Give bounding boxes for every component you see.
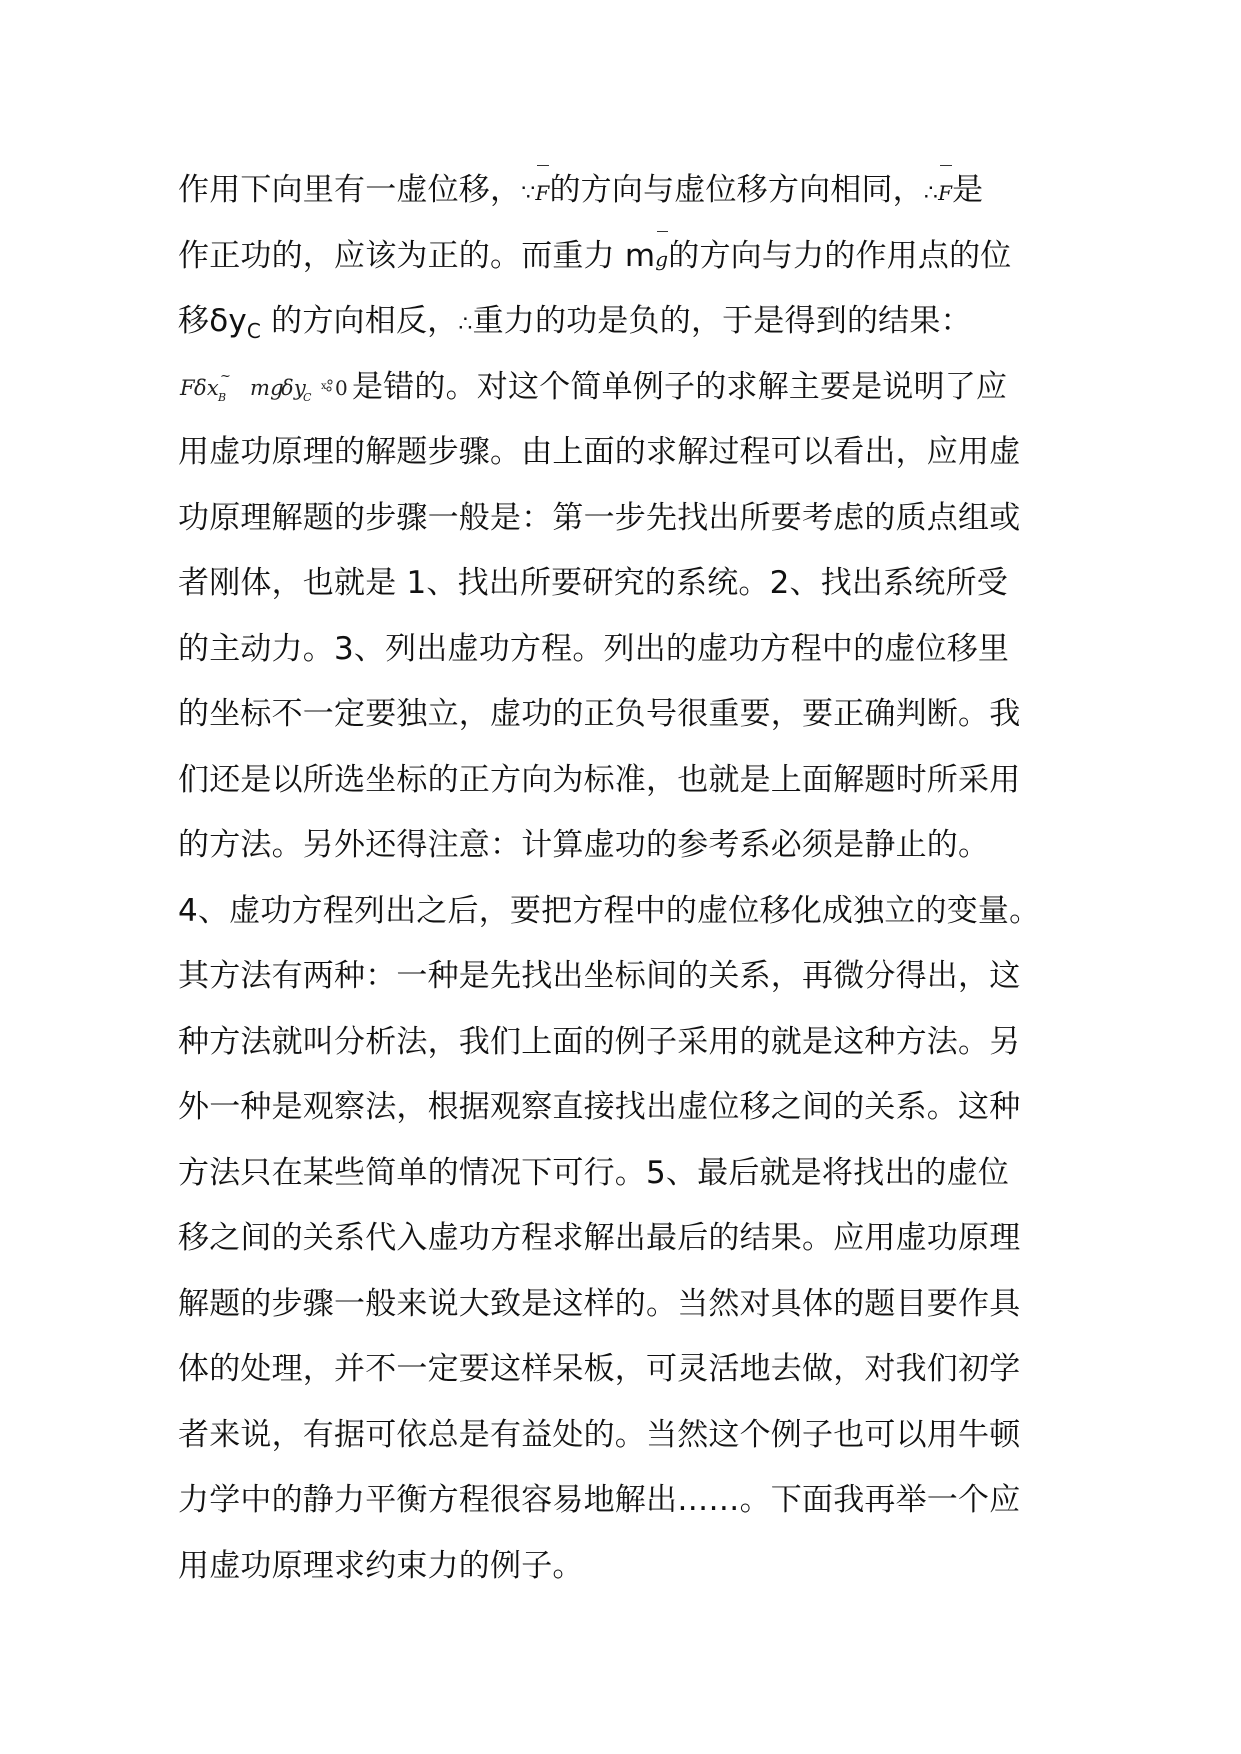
text-line-13: 其方法有两种：一种是先找出坐标间的关系，再微分得出，这 (178, 958, 1021, 994)
text-line-16: 方法只在某些简单的情况下可行。5、最后就是将找出的虚位 (178, 1154, 1010, 1191)
because-symbol: ∵ (521, 181, 536, 206)
text-line-6: 功原理解题的步骤一般是：第一步先找出所要考虑的质点组或 (178, 499, 1021, 536)
text-line-18: 解题的步骤一般来说大致是这样的。当然对具体的题目要作具 (178, 1285, 1021, 1322)
text-line-17: 移之间的关系代入虚功方程求解出最后的结果。应用虚功原理 (178, 1220, 1021, 1256)
text-line-4: F δx B ~ mg δy C x 0 是错的。对这个简单例子的求解主要是说明了应 (178, 355, 1078, 421)
text-line-5: 用虚功原理的解题步骤。由上面的求解过程可以看出，应用虚 (178, 434, 1021, 470)
eq-x: x (321, 381, 327, 392)
equation-graphic (178, 368, 350, 408)
eq-circle-top (328, 380, 332, 384)
text-line-3: 移$\delta y_C$ 的方向相反，∴重力的功是负的，于是得到的结果： (178, 303, 972, 344)
eq-B: B (218, 391, 227, 404)
text-line-14: 种方法就叫分析法，我们上面的例子采用的就是这种方法。另 (178, 1023, 1021, 1060)
text-line-2: 作正功的，应该为正的。而重力 mg的方向与力的作用点的位 (178, 224, 1078, 290)
force-vector: F (535, 161, 549, 227)
therefore-symbol: ∴ (923, 181, 939, 206)
text-line-11: 的方法。另外还得注意：计算虚功的参考系必须是静止的。 (178, 827, 990, 863)
force-vector: F (938, 161, 952, 227)
virtual-work-equation (178, 368, 350, 408)
text-line-22: 用虚功原理求约束力的例子。 (178, 1547, 584, 1584)
eq-mg: mg (250, 376, 284, 400)
text-line-21: 力学中的静力平衡方程很容易地解出……。下面我再举一个应 (178, 1482, 1021, 1518)
gravity-vector: g (655, 227, 668, 293)
therefore-symbol: ∴ (458, 312, 473, 337)
eq-tilde: ~ (220, 369, 232, 384)
eq-dy: δy (281, 376, 306, 400)
text-line-12: 4、虚功方程列出之后，要把方程中的虚位移化成独立的变量。 (178, 892, 1041, 929)
eq-dx: δx (194, 376, 219, 400)
text-line-15: 外一种是观察法，根据观察直接找出虚位移之间的关系。这种 (178, 1089, 1021, 1125)
eq-circle-bottom (327, 387, 331, 391)
text-line-19: 体的处理，并不一定要这样呆板，可灵活地去做，对我们初学 (178, 1351, 1021, 1387)
text-line-10: 们还是以所选坐标的正方向为标准，也就是上面解题时所采用 (178, 761, 1021, 798)
text-line-7: 者刚体，也就是 1、找出所要研究的系统。2、找出系统所受 (178, 565, 1008, 601)
text-line-20: 者来说，有据可依总是有益处的。当然这个例子也可以用牛顿 (178, 1416, 1021, 1453)
eq-C: C (303, 391, 312, 404)
eq-zero: 0 (335, 376, 348, 400)
body-text (178, 158, 1078, 1599)
text-line-1: 作用下向里有一虚位移，∵F的方向与虚位移方向相同，∴F是 (178, 158, 1078, 224)
text-line-8: 的主动力。3、列出虚功方程。列出的虚功方程中的虚位移里 (178, 630, 1010, 667)
text-line-9: 的坐标不一定要独立，虚功的正负号很重要，要正确判断。我 (178, 696, 1021, 732)
eq-F: F (180, 376, 195, 400)
